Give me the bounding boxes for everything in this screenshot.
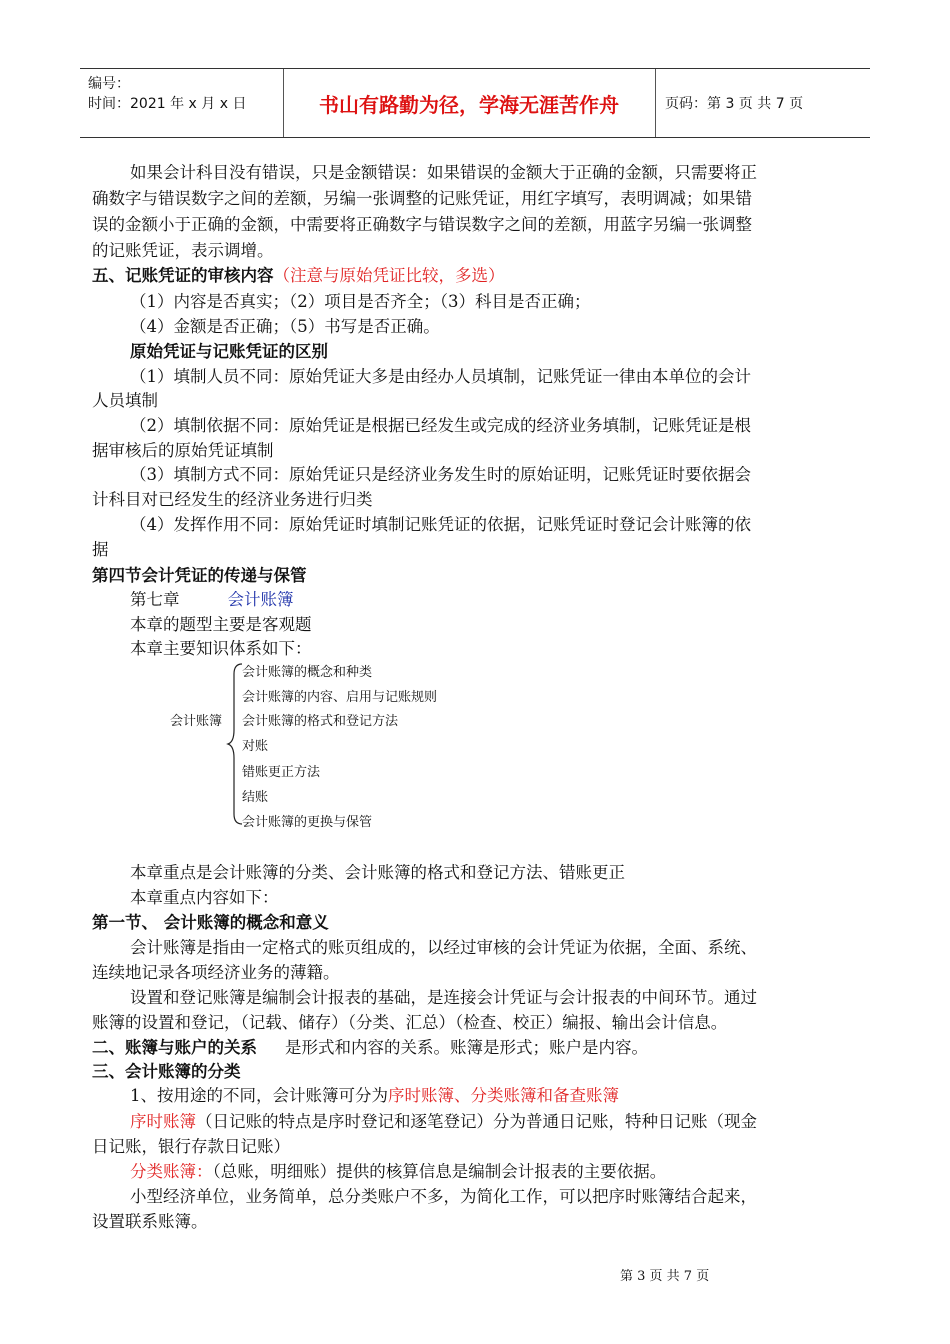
diagram-item: 会计账簿的内容、启用与记账规则 <box>242 690 438 705</box>
paragraph-line <box>130 1085 619 1107</box>
paragraph-line: 小型经济单位，业务简单，总分类账户不多，为简化工作，可以把序时账簿结合起来， <box>130 1187 757 1206</box>
paragraph-line: （4）金额是否正确；（5）书写是否正确。 <box>130 317 440 336</box>
paragraph-line: 如果会计科目没有错误，只是金额错误：如果错误的金额大于正确的金额，只需要将正 <box>130 163 757 182</box>
text-run: （日记账的特点是序时登记和逐笔登记）分为普通日记账，特种日记账（现金 <box>196 1112 757 1131</box>
paragraph-line: 人员填制 <box>92 391 158 410</box>
section-title: 五、记账凭证的审核内容 <box>92 266 274 285</box>
paragraph-line: 日记账，银行存款日记账） <box>92 1137 290 1156</box>
highlight-text: 分类账簿： <box>130 1162 213 1181</box>
section-heading: 三、会计账簿的分类 <box>92 1062 241 1081</box>
paragraph-line: 本章的题型主要是客观题 <box>130 615 312 634</box>
paragraph-line: 计科目对已经发生的经济业务进行归类 <box>92 490 373 509</box>
chapter-title: 会计账簿 <box>227 590 294 609</box>
paragraph-line: 确数字与错误数字之间的差额，另编一张调整的记账凭证，用红字填写，表明调减；如果错 <box>92 189 752 208</box>
paragraph-line: （1）内容是否真实；（2）项目是否齐全；（3）科目是否正确； <box>130 292 591 311</box>
section-heading <box>92 1037 648 1059</box>
paragraph-line: 据审核后的原始凭证填制 <box>92 441 274 460</box>
number-label: 编号： <box>88 76 130 92</box>
highlight-text: 序时账簿、分类账簿和备查账簿 <box>388 1086 619 1105</box>
paragraph-line: 账簿的设置和登记，（记载、储存）（分类、汇总）（检查、校正）编报、输出会计信息。 <box>92 1013 728 1032</box>
chapter-number: 第七章 <box>130 590 180 609</box>
diagram-root: 会计账簿 <box>170 714 223 729</box>
page-header <box>80 68 870 138</box>
header-info-cell <box>80 69 284 137</box>
paragraph-line: 本章主要知识体系如下： <box>130 639 312 658</box>
section-heading: 第四节会计凭证的传递与保管 <box>92 566 307 585</box>
page-info: 页码：第 3 页 共 7 页 <box>665 96 804 112</box>
paragraph-line: （3）填制方式不同：原始凭证只是经济业务发生时的原始证明，记账凭证时要依据会 <box>130 465 751 484</box>
diagram-item: 对账 <box>242 739 269 754</box>
paragraph-line: 本章重点是会计账簿的分类、会计账簿的格式和登记方法、错账更正 <box>130 863 625 882</box>
diagram-item: 会计账簿的格式和登记方法 <box>242 714 399 729</box>
paragraph-line: （4）发挥作用不同：原始凭证时填制记账凭证的依据，记账凭证时登记会计账簿的依 <box>130 515 751 534</box>
text-run: 1、按用途的不同，会计账簿可分为 <box>130 1086 388 1105</box>
section-title: 二、账簿与账户的关系 <box>92 1038 257 1057</box>
paragraph-line: （2）填制依据不同：原始凭证是根据已经发生或完成的经济业务填制，记账凭证是根 <box>130 416 751 435</box>
text-run: （总账，明细账）提供的核算信息是编制会计报表的主要依据。 <box>212 1162 667 1181</box>
section-heading <box>92 265 505 287</box>
paragraph-line: 本章重点内容如下： <box>130 888 279 907</box>
diagram-item: 会计账簿的更换与保管 <box>242 815 373 830</box>
paragraph-line: 误的金额小于正确的金额，中需要将正确数字与错误数字之间的差额，用蓝字另编一张调整 <box>92 215 752 234</box>
time-label: 时间：2021 年 x 月 x 日 <box>88 96 247 112</box>
paragraph-line: 据 <box>92 540 109 559</box>
section-text: 是形式和内容的关系。账簿是形式；账户是内容。 <box>285 1038 648 1057</box>
paragraph-line: 设置联系账簿。 <box>92 1212 208 1231</box>
highlight-text: 序时账簿 <box>130 1112 196 1131</box>
paragraph-line: 连续地记录各项经济业务的薄籍。 <box>92 963 340 982</box>
paragraph-line: 的记账凭证，表示调增。 <box>92 241 274 260</box>
subsection-title: 原始凭证与记账凭证的区别 <box>130 342 328 361</box>
motto: 书山有路勤为径，学海无涯苦作舟 <box>283 69 656 137</box>
paragraph-line <box>130 1111 757 1133</box>
diagram-item: 结账 <box>242 790 269 805</box>
section-heading: 第一节、 会计账簿的概念和意义 <box>92 913 329 932</box>
section-note: （注意与原始凭证比较，多选） <box>273 266 505 285</box>
page-footer: 第 3 页 共 7 页 <box>620 1269 710 1284</box>
diagram-item: 会计账簿的概念和种类 <box>242 665 373 680</box>
diagram-item: 错账更正方法 <box>242 765 321 780</box>
paragraph-line: （1）填制人员不同：原始凭证大多是由经办人员填制，记账凭证一律由本单位的会计 <box>130 367 751 386</box>
paragraph-line: 会计账簿是指由一定格式的账页组成的，以经过审核的会计凭证为依据，全面、系统、 <box>130 938 757 957</box>
paragraph-line <box>130 1161 666 1183</box>
chapter-heading <box>130 589 294 611</box>
paragraph-line: 设置和登记账簿是编制会计报表的基础，是连接会计凭证与会计报表的中间环节。通过 <box>130 988 757 1007</box>
